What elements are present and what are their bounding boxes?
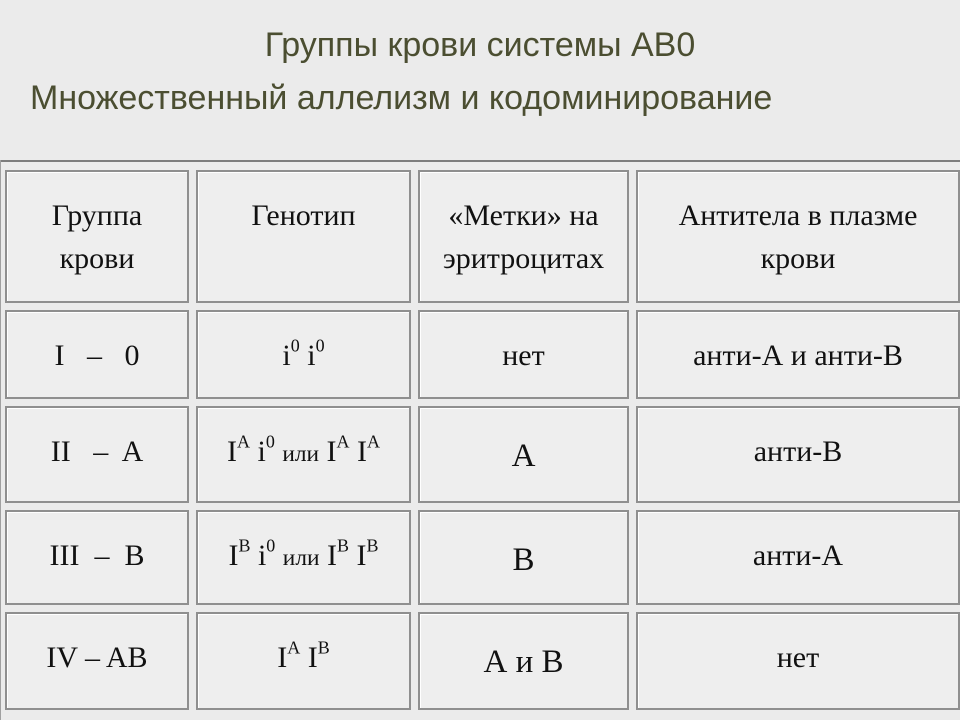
cell-group: I – 0 — [5, 310, 189, 399]
cell-markers: А и В — [418, 612, 629, 710]
header-text: эритроцитах — [442, 242, 605, 275]
header-text: крови — [59, 242, 135, 275]
allele: I — [357, 435, 368, 468]
allele-sup: B — [337, 535, 350, 556]
allele-sup: B — [238, 535, 251, 556]
cell-markers: нет — [418, 310, 629, 399]
cell-markers: В — [418, 510, 629, 605]
allele-sup: 0 — [315, 335, 325, 356]
table-frame-edge — [0, 160, 1, 720]
allele-sup: 0 — [290, 335, 300, 356]
slide-subtitle: Множественный аллелизм и кодоминирование — [30, 79, 773, 117]
allele: i — [257, 435, 266, 468]
allele: i — [307, 339, 316, 372]
allele-sup: 0 — [266, 535, 276, 556]
header-markers — [418, 170, 629, 303]
allele: I — [228, 539, 239, 572]
header-text: Генотип — [251, 199, 356, 232]
or-word: или — [282, 441, 320, 467]
or-word: или — [282, 545, 320, 571]
cell-markers: А — [418, 406, 629, 503]
allele: I — [326, 435, 337, 468]
cell-group: IV – AB — [5, 612, 189, 710]
cell-antibodies: нет — [636, 612, 960, 710]
allele-sup: A — [367, 431, 381, 452]
cell-antibodies: анти-А — [636, 510, 960, 605]
header-text: Группа — [51, 199, 143, 232]
header-antibodies — [636, 170, 960, 303]
header-blood-group — [5, 170, 189, 303]
cell-group: II – A — [5, 406, 189, 503]
allele: I — [356, 539, 367, 572]
allele-sup: B — [366, 535, 379, 556]
allele: I — [277, 641, 288, 674]
allele-sup: A — [336, 431, 350, 452]
allele: I — [307, 641, 318, 674]
allele-sup: 0 — [265, 431, 275, 452]
header-text: Антитела в плазме — [678, 199, 918, 232]
cell-genotype — [196, 612, 411, 710]
allele-sup: A — [287, 637, 301, 658]
cell-genotype — [196, 406, 411, 503]
allele: I — [226, 435, 237, 468]
cell-antibodies: анти-А и анти-В — [636, 310, 960, 399]
allele: i — [257, 539, 267, 572]
cell-genotype — [196, 310, 411, 399]
cell-genotype — [196, 510, 411, 605]
cell-group: III – B — [5, 510, 189, 605]
cell-antibodies: анти-В — [636, 406, 960, 503]
allele: I — [327, 539, 338, 572]
header-text: крови — [760, 242, 836, 275]
header-text: «Метки» на — [448, 199, 599, 232]
slide-title: Группы крови системы АВ0 — [264, 26, 696, 64]
header-genotype — [196, 170, 411, 303]
title-divider — [0, 160, 960, 162]
allele: i — [282, 339, 291, 372]
allele-sup: B — [317, 637, 330, 658]
allele-sup: A — [236, 431, 250, 452]
